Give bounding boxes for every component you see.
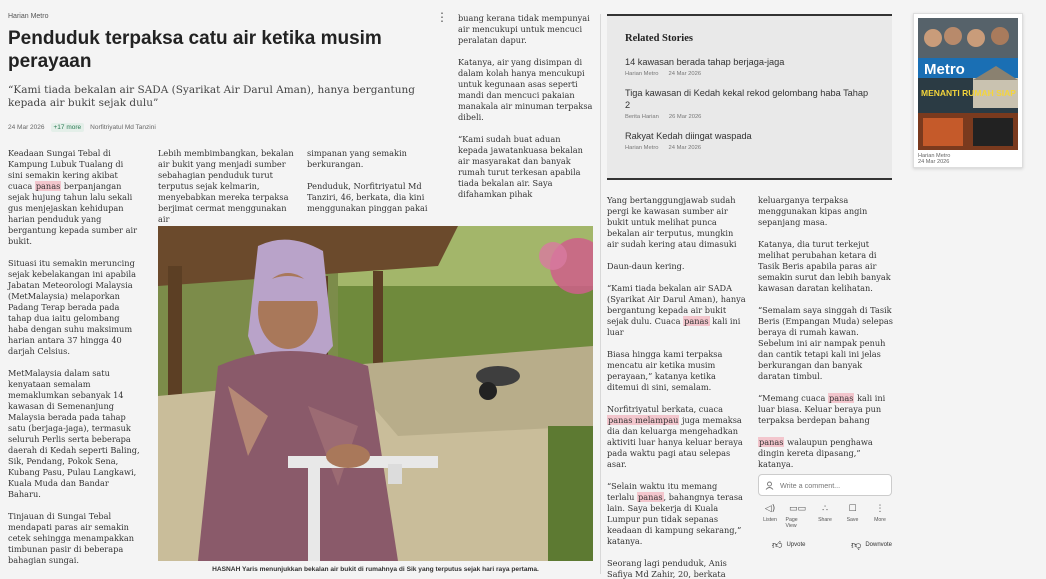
highlighted-keyword: panas — [829, 393, 854, 403]
article-column-3: simpanan yang semakin berkurangan. Penduduk, Norfitriyatul Md Tanziri, 46, berkata, dia kini menggunakan pinggan pakai — [307, 148, 428, 213]
related-story-source: Berita Harian — [625, 114, 659, 120]
highlighted-keyword: panas melampau — [608, 415, 679, 425]
paragraph-text: “Semalam saya singgah di Tasik Beris (Empangan Muda) selepas beraya di rumah kawan. Sebelum ini air nampak penuh dan cantik tetapi kali ini jelas berkurangan dan banyak daratan timbul. — [758, 305, 893, 381]
cover-headline: MENANTI RUMAH SIAP — [921, 88, 1016, 98]
highlighted-keyword: panas — [35, 181, 61, 191]
article-paragraph — [607, 404, 747, 470]
paragraph-text: Situasi itu semakin meruncing sejak kebelakangan ini apabila Jabatan Meteorologi Malaysia (MetMalaysia) melaporkan Padang Terap berada pada tahap dua iaitu gelombang haba dengan suhu maksimum harian antara 37 hingga 40 darjah Celsius. — [8, 258, 137, 356]
page-view-label: Page View — [785, 517, 798, 529]
listen-label: Listen — [763, 517, 777, 523]
related-story-source: Harian Metro — [625, 71, 659, 77]
article-paragraph — [607, 349, 747, 393]
save-label: Save — [846, 517, 859, 523]
related-story-title[interactable]: 14 kawasan berada tahap berjaga-jaga — [625, 57, 785, 67]
more-tags-badge[interactable]: +17 more — [51, 123, 85, 132]
paragraph-text: , bahangnya terasa lain. Saya bekerja di Kuala Lumpur pun tidak sepanas keadaan di kampung sekarang,” katanya. — [607, 492, 743, 546]
downvote-label: Downvote — [865, 542, 892, 548]
article-subtitle: “Kami tiada bekalan air SADA (Syarikat Air Darul Aman), hanya bergantung kepada air bukit sejak dulu” — [8, 84, 415, 109]
paragraph-text: kali ini luar biasa. Keluar beraya pun terpaksa berdepan bahang — [758, 393, 886, 425]
page-view-button[interactable] — [786, 503, 810, 529]
share-label: Share — [818, 517, 832, 523]
upvote-button[interactable] — [772, 539, 805, 551]
related-story-item[interactable] — [625, 87, 874, 120]
upvote-label: Upvote — [786, 542, 806, 548]
paragraph-text: “Memang cuaca — [758, 393, 828, 403]
paragraph-text: berpanjangan sejak hujung tahun lalu sekali gus menjejaskan kehidupan harian penduduk yang bergantung kepada sumber air bukit. — [8, 181, 137, 246]
paragraph-text: Tinjauan di Sungai Tebal mendapati paras air semakin cetek sehingga menampakkan timbunan pasir di beberapa bahagian sungai. — [8, 511, 135, 565]
highlighted-keyword: panas — [684, 316, 709, 326]
related-story-item[interactable] — [625, 130, 874, 151]
page-title: Penduduk terpaksa catu air ketika musim perayaan — [8, 28, 382, 72]
photo-caption: HASNAH Yaris menunjukkan bekalan air bukit di rumahnya di Sik yang terputus sejak hari raya pertama. — [212, 566, 539, 573]
article-column-5 — [607, 195, 747, 579]
thumbs-up-icon: 👍︎ — [772, 540, 783, 551]
photo-illustration — [158, 226, 593, 561]
related-story-title[interactable]: Tiga kawasan di Kedah kekal rekod gelombang haba Tahap 2 — [625, 88, 869, 110]
article-paragraph — [8, 258, 140, 357]
article-paragraph — [607, 558, 747, 579]
listen-button[interactable] — [758, 503, 782, 529]
paragraph-text: Yang bertanggungjawab sudah pergi ke kawasan sumber air bukit untuk melihat punca bekalan air terputus, mungkin air sudah kering atau dimasuki — [607, 195, 737, 249]
related-story-meta — [625, 71, 874, 77]
paragraph-text: Daun-daun kering. — [607, 261, 685, 271]
save-button[interactable] — [841, 503, 865, 529]
related-story-source: Harian Metro — [625, 145, 659, 151]
related-story-meta — [625, 114, 874, 120]
article-paragraph — [607, 195, 747, 250]
cover-source: Harian Metro — [918, 153, 951, 159]
article-column-4: buang kerana tidak mempunyai air mencukupi untuk mencuci peralatan dapur. Katanya, air yang disimpan di dalam kolah hanya mencukupi untuk kegunaan asas seperti mandi dan mencuci pakaian manakala air minuman terpaksa dibeli. “Kami sudah buat aduan kepada jawatankuasa bekalan air masyarakat dan banyak rumah turut terkesan apabila tiada bekalan air. Saya difahamkan pihak — [458, 13, 593, 199]
related-story-date: 24 Mar 2026 — [668, 145, 702, 151]
paragraph-text: Biasa hingga kami terpaksa mencatu air ketika musim perayaan,” katanya ketika ditemui di sini, semalam. — [607, 349, 723, 392]
article-paragraph — [758, 437, 896, 470]
paragraph-text: Katanya, dia turut terkejut melihat perubahan ketara di Tasik Beris apabila paras air semakin surut dan lebih banyak kawasan daratan kelihatan. — [758, 239, 891, 293]
paragraph-text: juga memaksa dia dan keluarga mengehadkan aktiviti luar hanya keluar beraya pada waktu pagi atau selepas asar. — [607, 415, 743, 469]
related-story-item[interactable] — [625, 56, 874, 77]
paragraph-text: walaupun penghawa dingin kereta dipasang,” katanya. — [758, 437, 873, 469]
share-icon: ∴ — [822, 504, 828, 514]
article-paragraph — [8, 511, 140, 566]
paragraph-text: keluarganya terpaksa menggunakan kipas angin sepanjang masa. — [758, 195, 868, 227]
paragraph-text: Seorang lagi penduduk, Anis Safiya Md Zahir, 20, berkata — [607, 558, 727, 579]
author-name: Norfitriyatul Md Tanzini — [90, 124, 156, 131]
comment-placeholder: Write a comment... — [780, 480, 841, 490]
publish-date: 24 Mar 2026 — [8, 124, 45, 131]
article-paragraph — [758, 239, 896, 294]
cover-date: 24 Mar 2026 — [918, 159, 950, 165]
more-options-icon[interactable]: ⋮ — [436, 10, 448, 24]
more-icon: ⋮ — [875, 504, 885, 514]
thumbs-down-icon: 👎︎ — [851, 540, 862, 551]
paragraph-text: “Kami tiada bekalan air SADA (Syarikat Air Darul Aman), hanya bergantung kepada air bukit sejak dulu. Cuaca — [607, 283, 746, 326]
vote-bar — [772, 539, 892, 551]
paragraph-text: kali ini luar — [607, 316, 741, 337]
highlighted-keyword: panas — [638, 492, 663, 502]
downvote-button[interactable] — [851, 539, 892, 551]
user-icon — [765, 481, 774, 490]
article-paragraph — [8, 148, 140, 247]
article-action-bar — [758, 503, 892, 529]
more-button[interactable] — [868, 503, 892, 529]
related-story-meta — [625, 145, 874, 151]
more-label: More — [874, 517, 886, 523]
related-stories-panel — [607, 14, 892, 180]
share-button[interactable] — [813, 503, 837, 529]
article-meta — [8, 123, 156, 132]
brand-label: Harian Metro — [8, 13, 49, 20]
article-paragraph — [758, 393, 896, 426]
page-view-icon: ▭▭ — [788, 504, 806, 514]
cover-masthead: Metro — [924, 61, 965, 78]
article-paragraph — [758, 305, 896, 382]
article-paragraph — [607, 261, 747, 272]
related-story-date: 26 Mar 2026 — [668, 114, 702, 120]
article-column-2: Lebih membimbangkan, bekalan air bukit yang menjadi sumber sebahagian penduduk turut terputus sejak kelmarin, menyebabkan mereka terpaksa berjimat cermat menggunakan air — [158, 148, 294, 224]
paragraph-text: Keadaan Sungai Tebal di Kampung Lubuk Tualang di sini semakin kering akibat cuaca — [8, 148, 124, 191]
bookmark-icon: ☐ — [848, 504, 857, 514]
related-story-date: 24 Mar 2026 — [668, 71, 702, 77]
epaper-cover-image[interactable] — [918, 18, 1018, 150]
article-paragraph — [758, 195, 896, 228]
column-divider — [600, 14, 601, 574]
comment-input[interactable] — [758, 474, 892, 496]
cover-illustration — [918, 18, 1018, 150]
epaper-cover-card[interactable] — [913, 13, 1023, 168]
article-column-1 — [8, 148, 140, 577]
paragraph-text: “Selain waktu itu memang terlalu — [607, 481, 718, 502]
article-column-6 — [758, 195, 896, 481]
related-story-title[interactable]: Rakyat Kedah diingat waspada — [625, 131, 752, 141]
related-heading: Related Stories — [625, 33, 693, 44]
highlighted-keyword: panas — [759, 437, 784, 447]
article-paragraph — [607, 283, 747, 338]
article-photo — [158, 226, 593, 561]
article-paragraph — [607, 481, 747, 547]
article-paragraph — [8, 368, 140, 500]
speaker-icon: ◁) — [764, 504, 776, 514]
paragraph-text: Norfitriyatul berkata, cuaca — [607, 404, 724, 414]
paragraph-text: MetMalaysia dalam satu kenyataan semalam memaklumkan sebanyak 14 kawasan di Semenanjung Malaysia berada pada tahap satu (berjaga-jaga), termasuk seluruh Perlis serta beberapa daerah di Kedah seperti Baling, Sik, Pendang, Pokok Sena, Kubang Pasu, Pulau Langkawi, Kuala Muda dan Bandar Baharu. — [8, 368, 140, 499]
